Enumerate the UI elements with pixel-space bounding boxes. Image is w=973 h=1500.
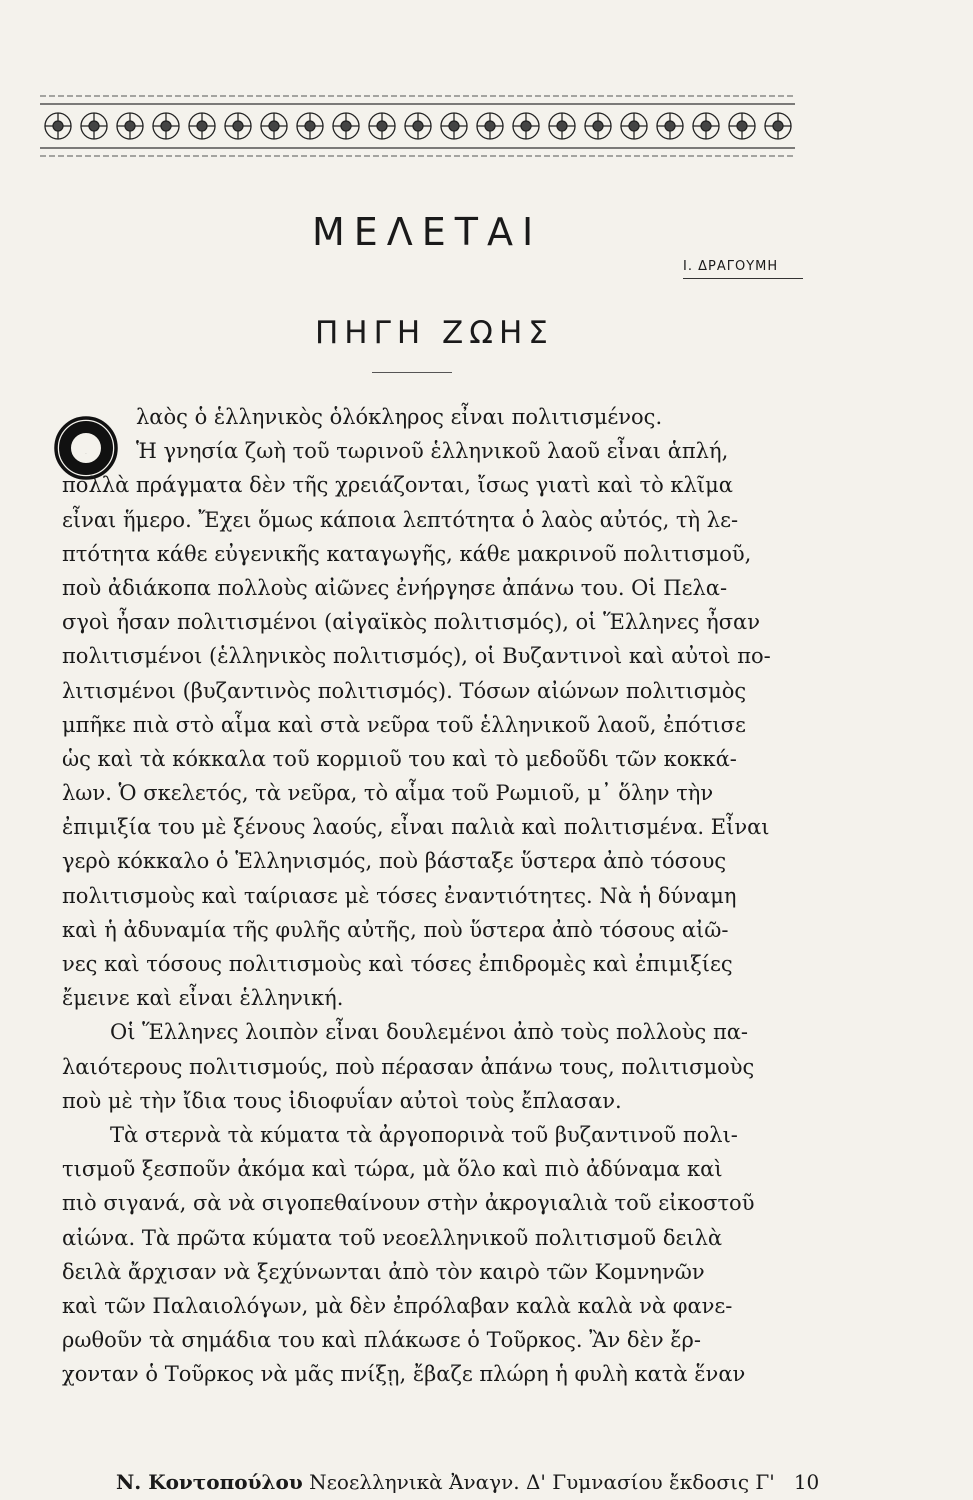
text-line: λων. Ὁ σκελετός, τὰ νεῦρα, τὸ αἷμα τοῦ Ρωμιοῦ, μ᾽ ὅλην τὴν <box>62 781 714 806</box>
text-line: ὡς καὶ τὰ κόκκαλα τοῦ κορμιοῦ του καὶ τὸ μεδοῦδι τῶν κοκκά- <box>62 746 737 771</box>
page-number: 10 <box>793 1470 820 1494</box>
text-line: τισμοῦ ξεσποῦν ἀκόμα καὶ τώρα, μὰ ὅλο καὶ πιὸ ἀδύναμα καὶ <box>62 1157 723 1182</box>
text-line: πολιτισμοὺς καὶ ταίριασε μὲ τόσες ἐναντιότητες. Νὰ ἡ δύναμη <box>62 883 737 908</box>
text-line: Ἡ γνησία ζωὴ τοῦ τωρινοῦ ἑλληνικοῦ λαοῦ εἶναι ἁπλή, <box>136 439 729 464</box>
drop-cap-letter: Ο <box>85 454 87 455</box>
title-divider <box>372 372 452 373</box>
author-underline <box>683 278 803 279</box>
text-line: σγοὶ ἦσαν πολιτισμένοι (αἰγαϊκὸς πολιτισμός), οἱ Ἕλληνες ἦσαν <box>62 610 760 635</box>
text-line: καὶ τῶν Παλαιολόγων, μὰ δὲν ἐπρόλαβαν καλὰ καλὰ νὰ φανε- <box>62 1293 733 1318</box>
text-line: λαὸς ὁ ἑλληνικὸς ὁλόκληρος εἶναι πολιτισμένος. <box>136 405 663 429</box>
section-title: ΜΕΛΕΤΑΙ <box>312 210 543 254</box>
text-line: εἶναι ἥμερο. Ἔχει ὅμως κάποια λεπτότητα ὁ λαὸς αὐτός, τὴ λε- <box>62 507 739 532</box>
text-line: μπῆκε πιὰ στὸ αἷμα καὶ στὰ νεῦρα τοῦ ἑλληνικοῦ λαοῦ, ἐπότισε <box>62 712 746 737</box>
text-line: ποὺ ἀδιάκοπα πολλοὺς αἰῶνες ἐνήργησε ἀπάνω του. Οἱ Πελα- <box>62 575 728 600</box>
text-line: πτότητα κάθε εὐγενικῆς καταγωγῆς, κάθε μακρινοῦ πολιτισμοῦ, <box>62 541 752 566</box>
text-line: Οἱ Ἕλληνες λοιπὸν εἶναι δουλεμένοι ἀπὸ τοὺς πολλοὺς πα- <box>110 1020 749 1045</box>
text-line: νες καὶ τόσους πολιτισμοὺς καὶ τόσες ἐπιδρομὲς καὶ ἐπιμιξίες <box>62 952 733 976</box>
text-line: λιτισμένοι (βυζαντινὸς πολιτισμός). Τόσων αἰώνων πολιτισμὸς <box>62 678 747 703</box>
text-line: Τὰ στερνὰ τὰ κύματα τὰ ἀργοπορινὰ τοῦ βυζαντινοῦ πολι- <box>110 1122 738 1147</box>
text-line: πιὸ σιγανά, σὰ νὰ σιγοπεθαίνουν στὴν ἀκρογιαλιὰ τοῦ εἰκοστοῦ <box>62 1191 755 1216</box>
text-line: γερὸ κόκκαλο ὁ Ἑλληνισμός, ποὺ βάσταξε ὕστερα ἀπὸ τόσους <box>62 849 727 874</box>
text-line: δειλὰ ἄρχισαν νὰ ξεχύνωνται ἀπὸ τὸν καιρὸ τῶν Κομνηνῶν <box>62 1259 705 1284</box>
footer-author: Ν. Κοντοπούλου <box>116 1470 303 1494</box>
text-line: πολιτισμένοι (ἑλληνικὸς πολιτισμός), οἱ Βυζαντινοὶ καὶ αὐτοὶ πο- <box>62 644 771 669</box>
author-name: Ι. ΔΡΑΓΟΥΜΗ <box>683 259 779 274</box>
text-line: λαιότερους πολιτισμούς, ποὺ πέρασαν ἀπάνω τους, πολιτισμοὺς <box>62 1054 755 1079</box>
article-title: ΠΗΓΗ ΖΩΗΣ <box>315 315 554 351</box>
article-body <box>62 400 832 1391</box>
page-footer <box>116 1470 819 1494</box>
decorative-border-band <box>40 90 795 162</box>
text-line: πολλὰ πράγματα δὲν τῆς χρειάζονται, ἴσως γιατὶ καὶ τὸ κλῖμα <box>62 473 733 498</box>
text-line: ρωθοῦν τὰ σημάδια του καὶ πλάκωσε ὁ Τοῦρκος. Ἂν δὲν ἔρ- <box>62 1328 701 1353</box>
text-line: καὶ ἡ ἀδυναμία τῆς φυλῆς αὐτῆς, ποὺ ὕστερα ἀπὸ τόσους αἰῶ- <box>62 917 729 942</box>
text-line: χονταν ὁ Τοῦρκος νὰ μᾶς πνίξῃ, ἔβαζε πλώρη ἡ φυλὴ κατὰ ἕναν <box>62 1362 746 1387</box>
text-line: ἔμεινε καὶ εἶναι ἑλληνική. <box>62 986 344 1011</box>
text-line: ἐπιμιξία του μὲ ξένους λαούς, εἶναι παλιὰ καὶ πολιτισμένα. Εἶναι <box>62 815 770 840</box>
footer-book: Νεοελληνικὰ Ἀναγν. Δ' Γυμνασίου ἔκδοσις Γ' <box>309 1470 775 1494</box>
text-line: αἰώνα. Τὰ πρῶτα κύματα τοῦ νεοελληνικοῦ πολιτισμοῦ δειλὰ <box>62 1225 723 1250</box>
text-line: ποὺ μὲ τὴν ἴδια τους ἰδιοφυΐαν αὐτοὶ τοὺς ἔπλασαν. <box>62 1088 622 1113</box>
